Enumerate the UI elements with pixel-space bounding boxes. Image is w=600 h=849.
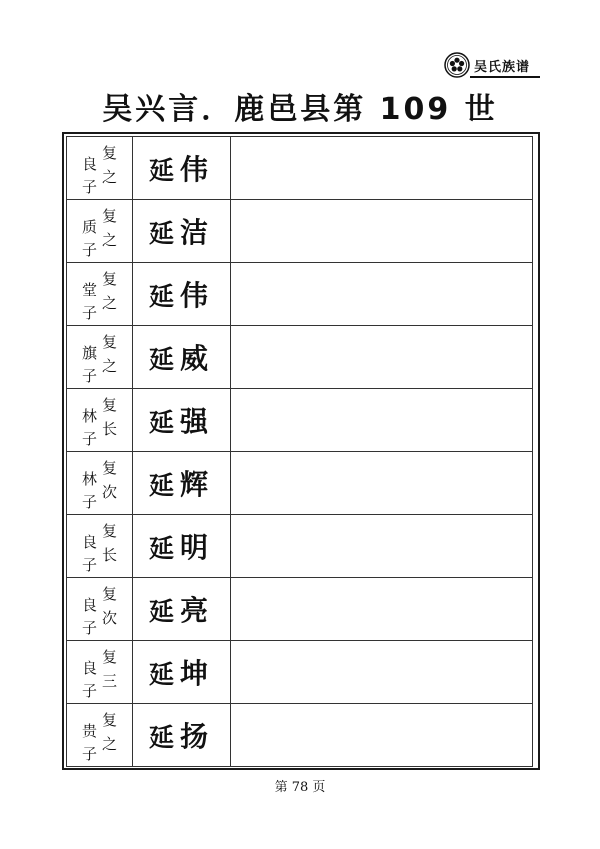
generation-char: 延 (148, 156, 180, 185)
relation-char-1: 次 (101, 609, 117, 627)
table-row (67, 389, 533, 452)
father-char-2: 质 (81, 218, 97, 236)
relation-cell (67, 704, 133, 767)
relation-char-2: 子 (81, 493, 97, 511)
relation-char-1: 长 (101, 420, 117, 438)
relation-char-2: 子 (81, 430, 97, 448)
father-char-1: 复 (101, 585, 117, 603)
generation-char: 延 (148, 345, 180, 374)
generation-char: 延 (148, 219, 180, 248)
personal-char: 明 (180, 531, 215, 564)
generation-char: 延 (148, 408, 180, 437)
father-char-2: 贵 (81, 722, 97, 740)
notes-cell (231, 578, 533, 641)
table-row (67, 452, 533, 515)
given-name-cell (133, 452, 231, 515)
table-row (67, 326, 533, 389)
father-char-1: 复 (101, 711, 117, 729)
badge-label: 吴氏族谱 (474, 60, 531, 75)
genealogy-badge (444, 52, 540, 78)
personal-char: 亮 (180, 594, 215, 627)
relation-char-1: 之 (101, 357, 117, 375)
father-char-2: 良 (81, 659, 97, 677)
generation-char: 延 (148, 597, 180, 626)
given-name-cell (133, 515, 231, 578)
badge-underline (470, 76, 540, 78)
relation-char-1: 次 (101, 483, 117, 501)
table-row (67, 515, 533, 578)
relation-char-1: 三 (101, 672, 117, 690)
relation-char-2: 子 (81, 556, 97, 574)
father-char-1: 复 (101, 333, 117, 351)
page-number: 第 78 页 (274, 780, 326, 795)
relation-char-2: 子 (81, 619, 97, 637)
generation-char: 延 (148, 282, 180, 311)
father-char-1: 复 (101, 459, 117, 477)
generation-char: 延 (148, 534, 180, 563)
father-char-2: 林 (81, 470, 97, 488)
table-row (67, 578, 533, 641)
relation-char-1: 长 (101, 546, 117, 564)
relation-cell (67, 200, 133, 263)
relation-char-2: 子 (81, 682, 97, 700)
given-name-cell (133, 200, 231, 263)
generation-char: 延 (148, 723, 180, 752)
father-char-2: 良 (81, 155, 97, 173)
table-row (67, 137, 533, 200)
given-name-cell (133, 326, 231, 389)
relation-char-2: 子 (81, 367, 97, 385)
father-char-2: 旗 (81, 344, 97, 362)
relation-cell (67, 452, 133, 515)
relation-cell (67, 641, 133, 704)
relation-cell (67, 263, 133, 326)
personal-char: 辉 (180, 468, 215, 501)
given-name-cell (133, 578, 231, 641)
father-char-1: 复 (101, 396, 117, 414)
page-title: 吴兴言．鹿邑县第 109 世 (102, 92, 498, 127)
relation-cell (67, 326, 133, 389)
father-char-2: 良 (81, 533, 97, 551)
notes-cell (231, 263, 533, 326)
table-row (67, 263, 533, 326)
notes-cell (231, 704, 533, 767)
personal-char: 坤 (180, 657, 215, 690)
given-name-cell (133, 389, 231, 452)
father-char-2: 林 (81, 407, 97, 425)
notes-cell (231, 515, 533, 578)
generation-char: 延 (148, 660, 180, 689)
given-name-cell (133, 641, 231, 704)
given-name-cell (133, 263, 231, 326)
notes-cell (231, 641, 533, 704)
relation-char-2: 子 (81, 241, 97, 259)
table-row (67, 641, 533, 704)
notes-cell (231, 137, 533, 200)
relation-char-2: 子 (81, 745, 97, 763)
personal-char: 伟 (180, 153, 215, 186)
given-name-cell (133, 704, 231, 767)
notes-cell (231, 200, 533, 263)
father-char-1: 复 (101, 270, 117, 288)
relation-char-1: 之 (101, 231, 117, 249)
personal-char: 伟 (180, 279, 215, 312)
relation-cell (67, 389, 133, 452)
notes-cell (231, 452, 533, 515)
father-char-1: 复 (101, 144, 117, 162)
personal-char: 扬 (180, 720, 215, 753)
relation-char-2: 子 (81, 178, 97, 196)
relation-char-1: 之 (101, 294, 117, 312)
notes-cell (231, 389, 533, 452)
father-char-1: 复 (101, 522, 117, 540)
father-char-1: 复 (101, 648, 117, 666)
father-char-2: 堂 (81, 281, 97, 299)
relation-cell (67, 515, 133, 578)
personal-char: 威 (180, 342, 215, 375)
generation-char: 延 (148, 471, 180, 500)
notes-cell (231, 326, 533, 389)
personal-char: 强 (180, 405, 215, 438)
relation-char-1: 之 (101, 168, 117, 186)
flower-emblem-icon (444, 52, 470, 78)
relation-cell (67, 578, 133, 641)
father-char-1: 复 (101, 207, 117, 225)
genealogy-table (66, 136, 533, 767)
given-name-cell (133, 137, 231, 200)
personal-char: 洁 (180, 216, 215, 249)
relation-char-2: 子 (81, 304, 97, 322)
table-row (67, 200, 533, 263)
table-row (67, 704, 533, 767)
father-char-2: 良 (81, 596, 97, 614)
relation-char-1: 之 (101, 735, 117, 753)
relation-cell (67, 137, 133, 200)
